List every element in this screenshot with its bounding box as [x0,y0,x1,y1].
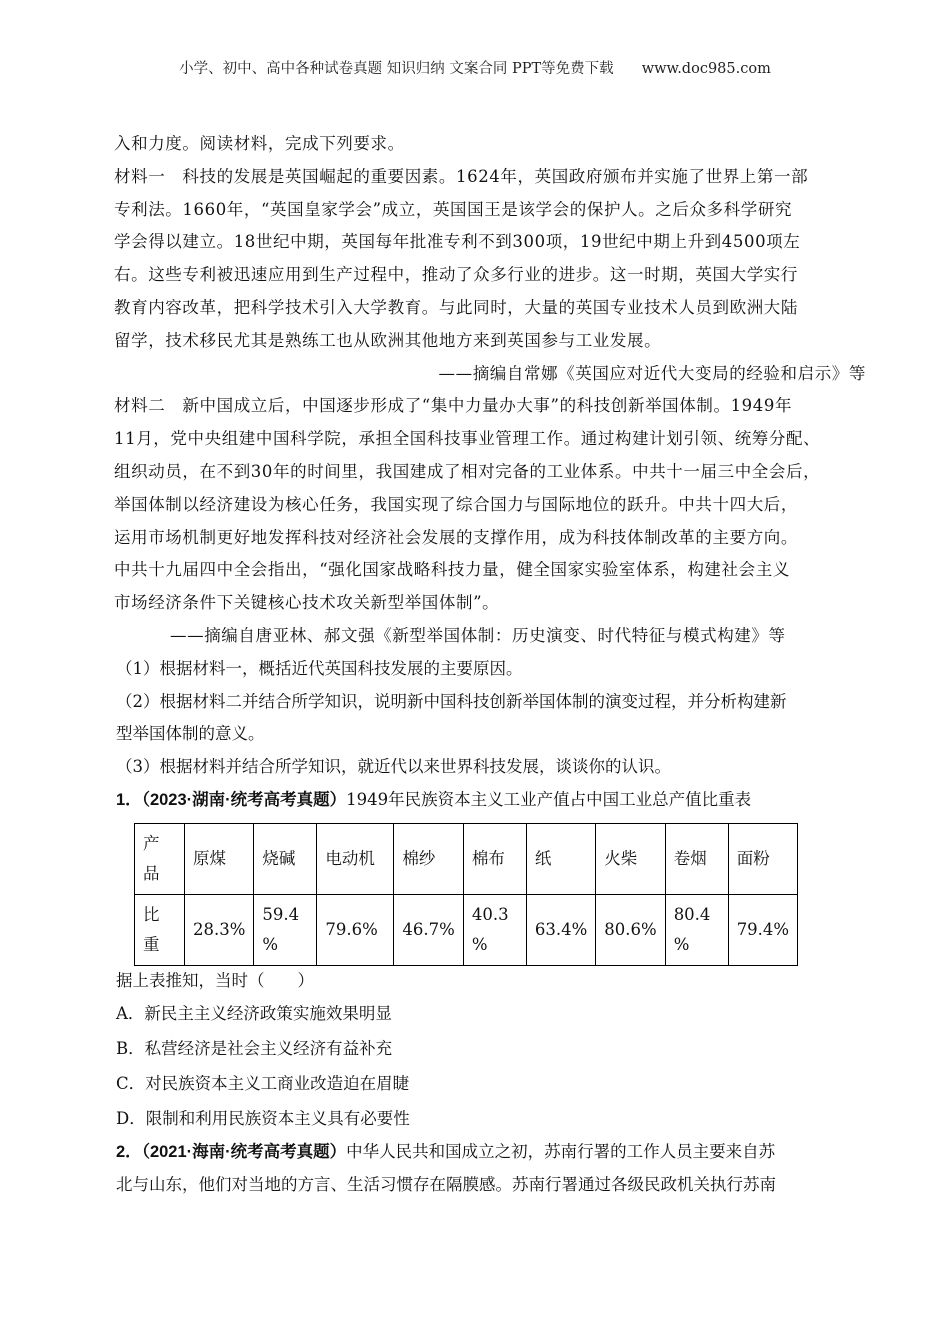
material-two-line: 运用市场机制更好地发挥科技对经济社会发展的支撑作用，成为科技体制改革的主要方向。 [114,527,798,547]
table-cell: 80.4 % [665,894,728,965]
material-one-line: 学会得以建立。18世纪中期，英国每年批准专利不到300项，19世纪中期上升到4500项左 [114,232,801,252]
question-1-prompt: 据上表推知，当时（ ） [116,970,314,990]
passage-intro: 入和力度。阅读材料，完成下列要求。 [114,134,405,153]
material-two-line: 中共十九届四中全会指出，“强化国家战略科技力量，健全国家实验室体系，构建社会主义 [114,560,790,580]
table-cell: 烧碱 [254,823,317,894]
content-body [114,128,866,1201]
option-b[interactable]: B．私营经济是社会主义经济有益补充 [116,1038,393,1058]
material-two-line: 市场经济条件下关键核心技术攻关新型举国体制”。 [114,593,500,613]
sub-question-3: （3）根据材料并结合所学知识，就近代以来世界科技发展，谈谈你的认识。 [116,757,671,777]
material-two-line: 11月，党中央组建中国科学院，承担全国科技事业管理工作。通过构建计划引领、统筹分配、 [114,429,821,449]
option-a[interactable]: A．新民主主义经济政策实施效果明显 [116,1003,392,1023]
row-header-share: 比 重 [135,894,185,965]
question-stem-text: 1949年民族资本主义工业产值占中国工业总产值比重表 [346,789,752,809]
table-cell: 棉布 [463,823,526,894]
table-cell: 电动机 [317,823,394,894]
header-text: 小学、初中、高中各种试卷真题 知识归纳 文案合同 PPT等免费下载 [179,61,614,77]
material-one-line: 右。这些专利被迅速应用到生产过程中，推动了众多行业的进步。这一时期，英国大学实行 [114,265,798,285]
table-cell: 火柴 [596,823,665,894]
material-one-line: 教育内容改革，把科学技术引入大学教育。与此同时，大量的英国专业技术人员到欧洲大陆 [114,297,798,317]
question-source-tag: （2023·湖南·统考高考真题） [141,790,347,809]
table-cell: 原煤 [185,823,254,894]
question-source-tag: （2021·海南·统考高考真题） [141,1142,347,1161]
table-row-shares [135,894,798,965]
material-two-line: 组织动员，在不到30年的时间里，我国建成了相对完备的工业体系。中共十一届三中全会后， [114,461,821,481]
material-two-source: ——摘编自唐亚林、郝文强《新型举国体制：历史演变、时代特征与模式构建》等 [170,625,786,645]
material-one-line: 留学，技术移民尤其是熟练工也从欧洲其他地方来到英国参与工业发展。 [114,330,662,350]
table-cell: 面粉 [728,823,797,894]
page-header [0,57,950,78]
table-cell: 79.6% [317,894,394,965]
question-2-stem [114,1136,866,1169]
table-cell: 46.7% [394,894,463,965]
table-cell: 80.6% [596,894,665,965]
option-c[interactable]: C．对民族资本主义工商业改造迫在眉睫 [116,1073,410,1093]
table-cell: 棉纱 [394,823,463,894]
table-cell: 纸 [526,823,595,894]
industry-share-table [134,823,798,966]
table-cell: 28.3% [185,894,254,965]
table-row-products [135,823,798,894]
material-one-line: 专利法。1660年，“英国皇家学会”成立，英国国王是该学会的保护人。之后众多科学研究 [114,199,793,219]
table-cell: 卷烟 [665,823,728,894]
sub-question-2: （2）根据材料二并结合所学知识，说明新中国科技创新举国体制的演变过程，并分析构建新 [116,691,787,711]
question-1-stem [114,784,866,817]
table-cell: 40.3 % [463,894,526,965]
table-cell: 63.4% [526,894,595,965]
question-stem-text: 中华人民共和国成立之初，苏南行署的工作人员主要来自苏 [346,1141,776,1161]
sub-question-1: （1）根据材料一，概括近代英国科技发展的主要原因。 [116,658,523,678]
question-number: 1． [116,790,142,809]
row-header-product: 产 品 [135,823,185,894]
question-number: 2． [116,1142,142,1161]
material-one-line: 材料一 科技的发展是英国崛起的重要因素。1624年，英国政府颁布并实施了世界上第一部 [114,166,809,186]
material-two-line: 举国体制以经济建设为核心任务，我国实现了综合国力与国际地位的跃升。中共十四大后， [114,494,798,514]
option-d[interactable]: D．限制和利用民族资本主义具有必要性 [116,1108,410,1128]
header-site-link[interactable]: www.doc985.com [641,61,771,77]
table-cell: 59.4 % [254,894,317,965]
question-2-stem-cont: 北与山东，他们对当地的方言、生活习惯存在隔膜感。苏南行署通过各级民政机关执行苏南 [116,1174,776,1194]
material-one-source: ——摘编自常娜《英国应对近代大变局的经验和启示》等 [438,363,866,383]
material-two-line: 材料二 新中国成立后，中国逐步形成了“集中力量办大事”的科技创新举国体制。1949年 [114,396,793,416]
sub-question-2-cont: 型举国体制的意义。 [116,724,265,744]
table-cell: 79.4% [728,894,797,965]
